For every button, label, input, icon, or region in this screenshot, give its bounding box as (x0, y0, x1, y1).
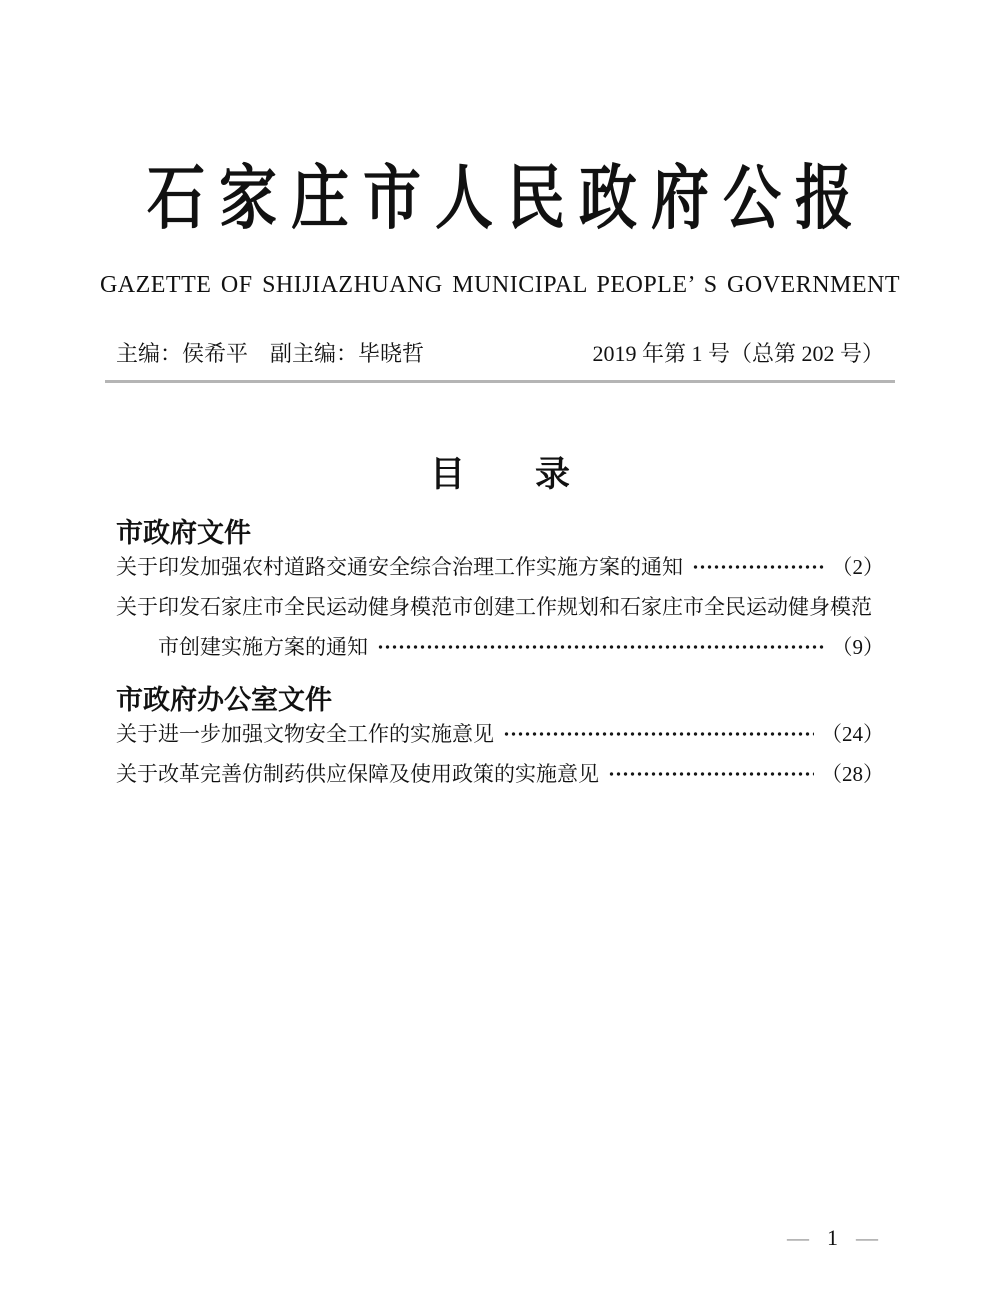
toc-entry-page: （24） (821, 722, 884, 746)
footer-page-number: 1 (827, 1225, 838, 1250)
toc-entry (116, 714, 884, 754)
gazette-title: 石家庄市人民政府公报 (146, 159, 867, 238)
table-of-contents (116, 520, 884, 794)
masthead-meta-row (116, 340, 884, 368)
dot-leader (608, 769, 814, 779)
toc-entry-page: （9） (831, 635, 884, 659)
toc-entry-page: （2） (831, 555, 884, 579)
toc-entry-title: 关于改革完善仿制药供应保障及使用政策的实施意见 (116, 762, 599, 786)
issue-number: 2019 年第 1 号（总第 202 号） (592, 341, 884, 366)
footer-left-dash: — (787, 1225, 809, 1250)
dot-leader (692, 562, 825, 572)
toc-entry-title: 市创建实施方案的通知 (158, 635, 368, 659)
toc-entry-title: 关于印发加强农村道路交通安全综合治理工作实施方案的通知 (116, 555, 683, 579)
toc-title: 目 录 (429, 455, 570, 494)
section-heading-municipal-gov-office-documents: 市政府办公室文件 (116, 685, 332, 715)
toc-entry (116, 587, 884, 627)
editors-line: 主编：侯希平 副主编：毕晓哲 (116, 341, 425, 366)
section-heading-municipal-gov-documents: 市政府文件 (116, 518, 251, 548)
page-footer (765, 1199, 878, 1277)
gazette-subtitle-en: GAZETTE OF SHIJIAZHUANG MUNICIPAL PEOPLE’ S GOVERNMENT (99, 272, 901, 298)
dot-leader (377, 642, 825, 652)
masthead-divider (105, 380, 895, 383)
toc-entry-page: （28） (821, 762, 884, 786)
toc-entry (116, 754, 884, 794)
dot-leader (503, 729, 814, 739)
toc-entry-title: 关于进一步加强文物安全工作的实施意见 (116, 722, 494, 746)
toc-entry (116, 547, 884, 587)
toc-entry-continuation (116, 627, 884, 667)
toc-entry-title: 关于印发石家庄市全民运动健身模范市创建工作规划和石家庄市全民运动健身模范 (116, 595, 872, 619)
footer-right-dash: — (856, 1225, 878, 1250)
